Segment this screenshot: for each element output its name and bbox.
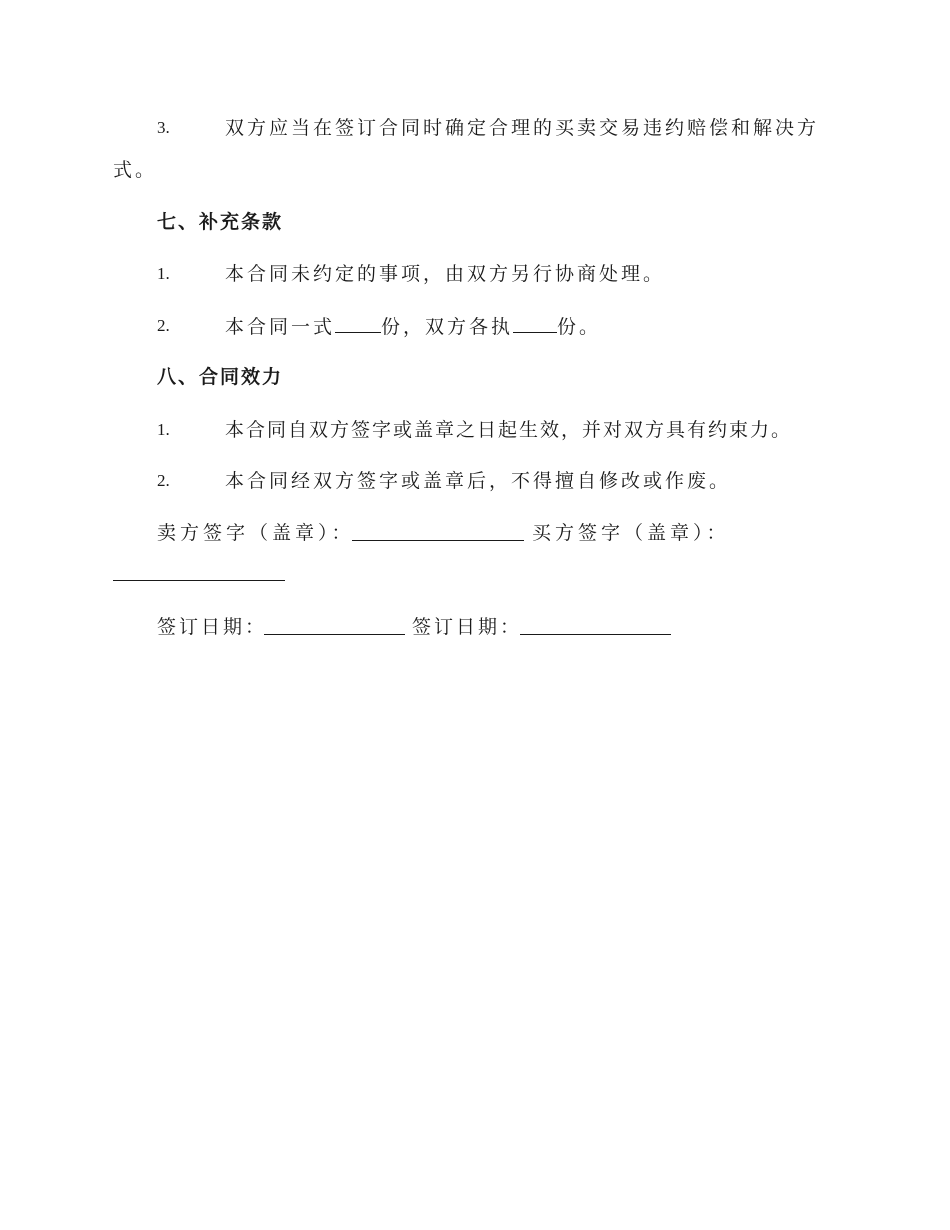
clause-text-copies [225, 314, 601, 339]
signing-date-blank [264, 634, 405, 635]
buyer-signature-blank [113, 580, 285, 581]
copies-total-blank [335, 314, 381, 333]
section-heading-supplementary: 七、补充条款 [157, 211, 284, 233]
clause-text-continuation: 式。 [113, 159, 158, 181]
section-heading-effectiveness: 八、合同效力 [157, 366, 284, 388]
clause-text-part: 份，双方各执 [381, 316, 514, 338]
buyer-signature-label: 买方签字（盖章）： [532, 522, 730, 544]
clause-text-part: 本合同一式 [225, 316, 336, 338]
list-number: 1. [157, 264, 170, 283]
clause-text: 本合同自双方签字或盖章之日起生效，并对双方具有约束力。 [225, 419, 793, 441]
clause-text: 双方应当在签订合同时确定合理的买卖交易违约赔偿和解决方 [225, 117, 820, 139]
list-number: 1. [157, 420, 170, 439]
signing-date-blank [520, 634, 671, 635]
clause-text: 本合同经双方签字或盖章后，不得擅自修改或作废。 [225, 470, 732, 492]
list-number: 2. [157, 316, 170, 335]
clause-text: 本合同未约定的事项，由双方另行协商处理。 [225, 263, 666, 285]
list-number: 2. [157, 471, 170, 490]
clause-text-part: 份。 [557, 316, 602, 338]
list-number: 3. [157, 118, 170, 137]
signing-date-label: 签订日期： [157, 616, 268, 638]
seller-signature-label: 卖方签字（盖章）： [157, 522, 355, 544]
seller-signature-blank [352, 540, 524, 541]
signing-date-label: 签订日期： [412, 616, 523, 638]
copies-each-blank [513, 314, 557, 333]
